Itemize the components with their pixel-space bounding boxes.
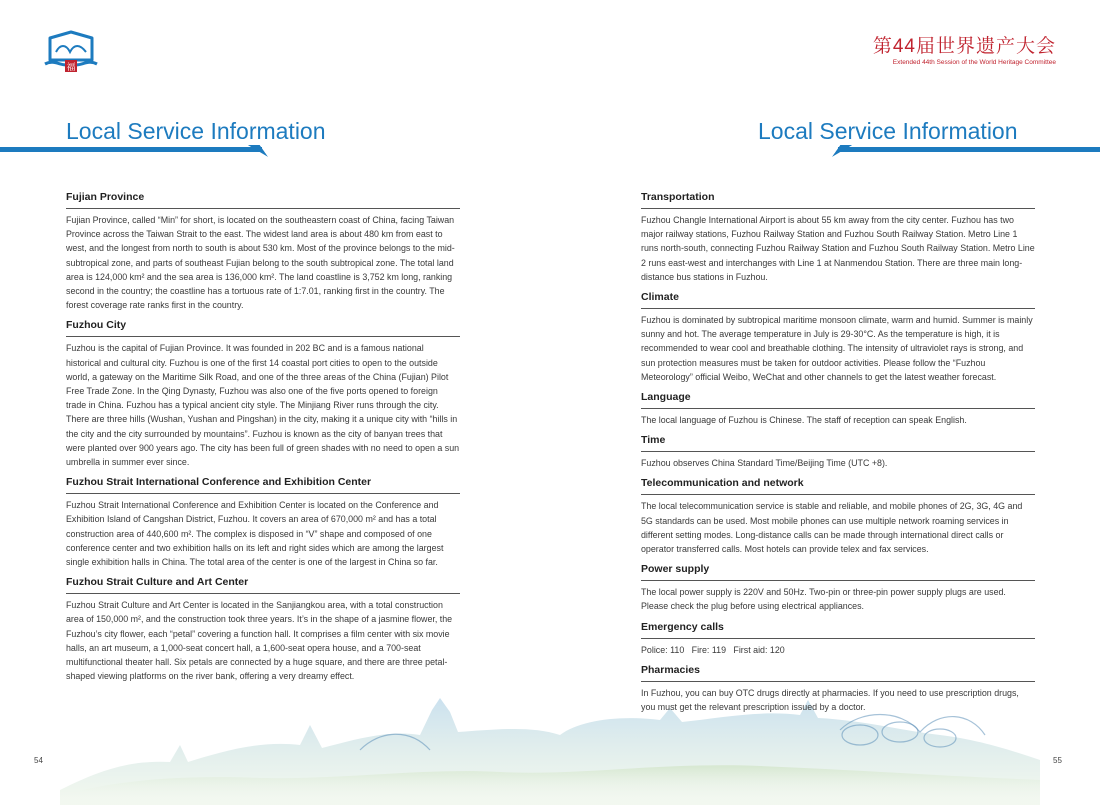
section-body: Fuzhou is the capital of Fujian Province. It was founded in 202 BC and is a famous national historical and cultural city. Fuzhou is one of the first 14 coastal port cities to open to the outside world, a gateway on the Maritime Silk Road, and one of the three areas of the China (Fujian) Pilot Free Trade Zone. In the Qing Dynasty, Fuzhou was also one of the five ports opened to foreign trade in China. Fuzhou has a typical ancient city style. The Minjiang River runs through the city. There are three hills (Wushan, Yushan and Pingshan) in the city, making it a unique city with “hills in the city and the city surrounded by mountains”. Fuzhou is known as the city of banyan trees that were planted over 900 years ago. The city has been full of green shades with no need to open a sun umbrella in summer ever since. <box>66 343 460 468</box>
conference-title: 第44届世界遗产大会 <box>872 36 1056 57</box>
section-body: The local power supply is 220V and 50Hz. Two-pin or three-pin power supply plugs are used. Please check the plug before using electrical appliances. <box>641 587 1006 612</box>
section-body: The local language of Fuzhou is Chinese. The staff of reception can speak English. <box>641 415 967 426</box>
svg-text:福: 福 <box>66 63 76 73</box>
section-transportation <box>641 190 1035 284</box>
section-body: Fuzhou observes China Standard Time/Beijing Time (UTC +8). <box>641 458 888 469</box>
section-emergency-calls <box>641 620 1035 657</box>
section-pharmacies <box>641 663 1035 714</box>
conference-subtitle: Extended 44th Session of the World Heritage Committee <box>892 59 1056 66</box>
section-body: Fuzhou Changle International Airport is about 55 km away from the city center. Fuzhou has two major railway stations, Fuzhou Railway Station and Fuzhou South Railway Station. Metro Line 1 runs north-south, connecting Fuzhou Railway Station and Fuzhou South Railway Station. Metro Line 2 runs east-west and interchanges with Line 1 at Nanmendou Station. There are three main long-distance bus stations in Fuzhou. <box>641 215 1035 282</box>
section-heading: Fuzhou Strait International Conference and Exhibition Center <box>66 475 460 494</box>
section-heading: Language <box>641 390 1035 409</box>
section-body: Fuzhou is dominated by subtropical maritime monsoon climate, warm and humid. Summer is mainly sunny and hot. The average temperature in July is 29-30°C. As the temperature is high, it is recommended to wear cool and breathable clothing. The intensity of ultraviolet rays is strong, and sun protection measures must be taken for outdoor activities. Please follow the “Fuzhou Meteorology” official Weibo, WeChat and other channels to get the latest weather forecast. <box>641 315 1033 382</box>
section-fujian-province <box>66 190 460 312</box>
section-heading: Emergency calls <box>641 620 1035 639</box>
section-heading: Fuzhou City <box>66 318 460 337</box>
section-conference-center <box>66 475 460 569</box>
section-power-supply <box>641 562 1035 613</box>
section-heading: Fuzhou Strait Culture and Art Center <box>66 575 460 594</box>
right-page-content <box>641 190 1035 720</box>
section-body: The local telecommunication service is stable and reliable, and mobile phones of 2G, 3G, 4G and 5G standards can be used. Most mobile phones can use multiple network roaming services in different setting modes. Long-distance calls can be made through international direct calls or operator transferred calls. Most hotels can provide telex and fax services. <box>641 501 1023 555</box>
section-heading: Climate <box>641 290 1035 309</box>
section-fuzhou-city <box>66 318 460 469</box>
title-underline-left <box>0 147 262 152</box>
section-heading: Time <box>641 433 1035 452</box>
conference-title-block <box>873 36 1056 68</box>
section-heading: Fujian Province <box>66 190 460 209</box>
page-number-left: 54 <box>34 756 43 765</box>
title-underline-right <box>838 147 1100 152</box>
section-heading: Pharmacies <box>641 663 1035 682</box>
page-title-left: Local Service Information <box>66 118 326 144</box>
section-heading: Power supply <box>641 562 1035 581</box>
section-body: Fuzhou Strait Culture and Art Center is located in the Sanjiangkou area, with a total construction area of 150,000 m², and the construction took three years. It’s in the shape of a jasmine flower, the Fuzhou’s city flower, each “petal” covering a function hall. It comprises a film center with six movie halls, an art museum, a 1,000-seat concert hall, a 1,600-seat opera house, and a 700-seat multifunctional theater hall. Six petals are connected by a huge square, and there are three petal-shaped viewing platforms on the river bank, offering a very dreamy effect. <box>66 600 453 682</box>
section-heading: Telecommunication and network <box>641 476 1035 495</box>
section-heading: Transportation <box>641 190 1035 209</box>
section-telecommunication <box>641 476 1035 556</box>
section-body: Fuzhou Strait International Conference and Exhibition Center is located on the Conference and Exhibition Island of Cangshan District, Fuzhou. It covers an area of 670,000 m² and has a total construction area of 440,600 m². The complex is disposed in “V” shape and composed of one conference center and two exhibition halls on its left and right sides which are among the largest single exhibition halls in China. The total area of the center is one of the largest in China so far. <box>66 500 444 568</box>
page-number-right: 55 <box>1053 756 1062 765</box>
section-body: In Fuzhou, you can buy OTC drugs directly at pharmacies. If you need to use prescription drugs, you must get the relevant prescription issued by a doctor. <box>641 687 1019 713</box>
section-language <box>641 390 1035 427</box>
section-culture-art-center <box>66 575 460 683</box>
section-climate <box>641 290 1035 384</box>
section-time <box>641 433 1035 470</box>
page-title-right: Local Service Information <box>758 118 1018 144</box>
fu-logo <box>44 30 98 78</box>
left-page-content <box>66 190 460 689</box>
section-body: Police: 110 Fire: 119 First aid: 120 <box>641 644 785 655</box>
section-body: Fujian Province, called “Min” for short, is located on the southeastern coast of China, facing Taiwan Province across the Taiwan Strait to the east. The widest land area is about 480 km from east to west, and the longest from north to south is about 530 km. Most of the province belongs to the mid-subtropical zone, and parts of southeast Fujian belong to the south subtropical zone. The total land area is 124,000 km² and the sea area is 136,000 km². The land coastline is 3,752 km long, ranking second in the country; the coastline has a tortuous rate of 1:7.01, ranking first in the country. The forest coverage rate ranks first in the country. <box>66 215 455 311</box>
